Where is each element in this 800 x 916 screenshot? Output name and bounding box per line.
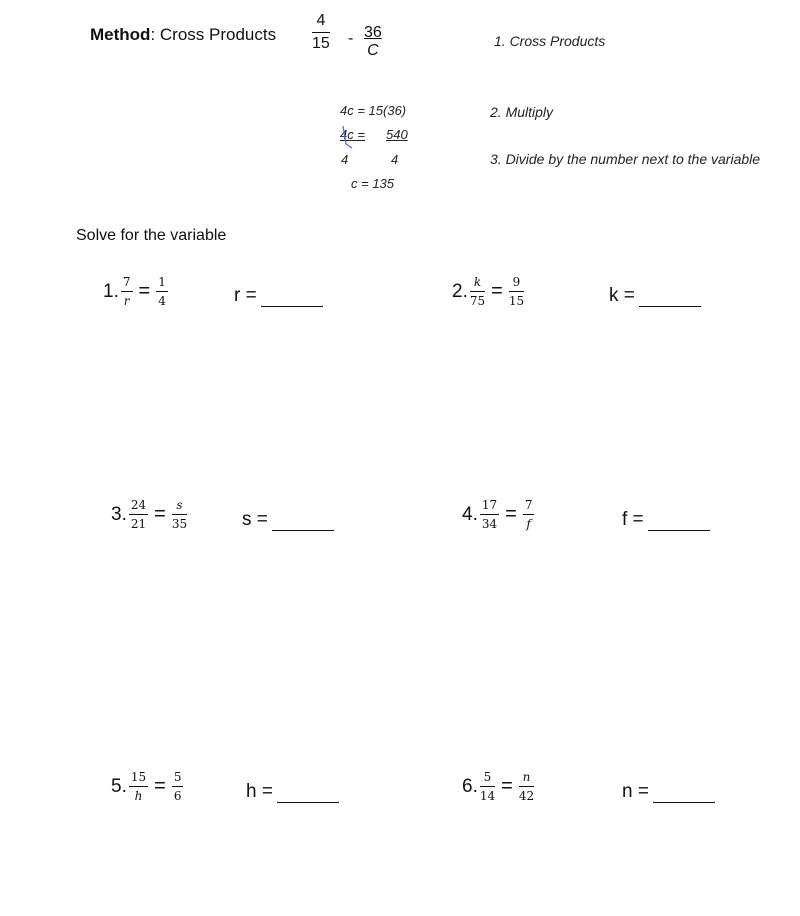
fraction-right: $\frac{1}{4}$ [158, 275, 166, 308]
instructions: Solve for the variable [76, 227, 227, 244]
answer-6 [622, 781, 715, 803]
fraction-left: $\frac{5}{14}$ [479, 770, 496, 803]
cancel-slash-mark [340, 124, 354, 150]
answer-blank [653, 786, 715, 803]
work-line-2-left: 4c = [340, 127, 365, 142]
problem-number: 3. [111, 503, 127, 525]
equals-sign: = [491, 280, 503, 302]
answer-blank [261, 290, 323, 307]
problem-number: 2. [452, 280, 468, 302]
step-cross-products: 1. Cross Products [494, 33, 606, 49]
problem-3 [111, 498, 187, 531]
answer-3 [242, 509, 334, 531]
equals-sign: = [138, 280, 151, 302]
fraction-left: $\frac{7}{r}$ [122, 275, 131, 308]
problem-5 [111, 770, 183, 803]
fraction-left: $\frac{24}{21}$ [130, 498, 147, 531]
problem-1 [103, 275, 168, 308]
work-line-1: 4c = 15(36) [340, 103, 407, 118]
fraction-left: $\frac{15}{h}$ [130, 770, 147, 803]
step-divide: 3. Divide by the number next to the variable [490, 151, 761, 167]
work-line-3-right: 4 [391, 152, 399, 167]
answer-label: r = [234, 285, 257, 306]
answer-4 [622, 509, 710, 531]
equals-sign: = [154, 503, 166, 525]
answer-label: s = [242, 509, 268, 530]
fraction-left: $\frac{17}{34}$ [481, 498, 498, 531]
answer-blank [648, 514, 710, 531]
problem-number: 6. [462, 775, 478, 797]
work-result: c = 135 [351, 176, 395, 191]
example-fraction-left: 4 15 [312, 12, 330, 52]
example-fraction-right: $\frac{36}{C}$ [364, 24, 382, 59]
answer-label: k = [609, 285, 635, 306]
answer-2 [609, 285, 701, 307]
answer-label: f = [622, 509, 644, 530]
fraction-right: $\frac{n}{42}$ [518, 770, 535, 803]
equals-sign: = [505, 503, 517, 525]
step-multiply: 2. Multiply [490, 104, 554, 120]
equals-sign: = [154, 775, 166, 797]
answer-blank [277, 786, 339, 803]
answer-5 [246, 781, 339, 803]
answer-label: n = [622, 781, 649, 802]
fraction-right: $\frac{9}{15}$ [508, 275, 525, 308]
answer-blank [639, 290, 701, 307]
problem-number: 1. [103, 280, 119, 302]
fraction-right: $\frac{5}{6}$ [173, 770, 182, 803]
method-heading: Method: Cross Products [90, 25, 277, 44]
fraction-right: $\frac{7}{f}$ [524, 498, 533, 531]
answer-1 [234, 285, 323, 307]
fraction-right: $\frac{s}{35}$ [171, 498, 188, 531]
problem-6 [462, 770, 534, 803]
work-line-3-left: 4 [341, 152, 349, 167]
equals-sign: = [501, 775, 513, 797]
answer-label: h = [246, 781, 273, 802]
problem-number: 4. [462, 503, 478, 525]
problem-4 [462, 498, 534, 531]
fraction-left: $\frac{k}{75}$ [469, 275, 486, 308]
problem-2 [452, 275, 524, 308]
work-line-2-right: 540 [386, 127, 408, 142]
answer-blank [272, 514, 334, 531]
problem-number: 5. [111, 775, 127, 797]
example-dash: - [348, 30, 354, 47]
